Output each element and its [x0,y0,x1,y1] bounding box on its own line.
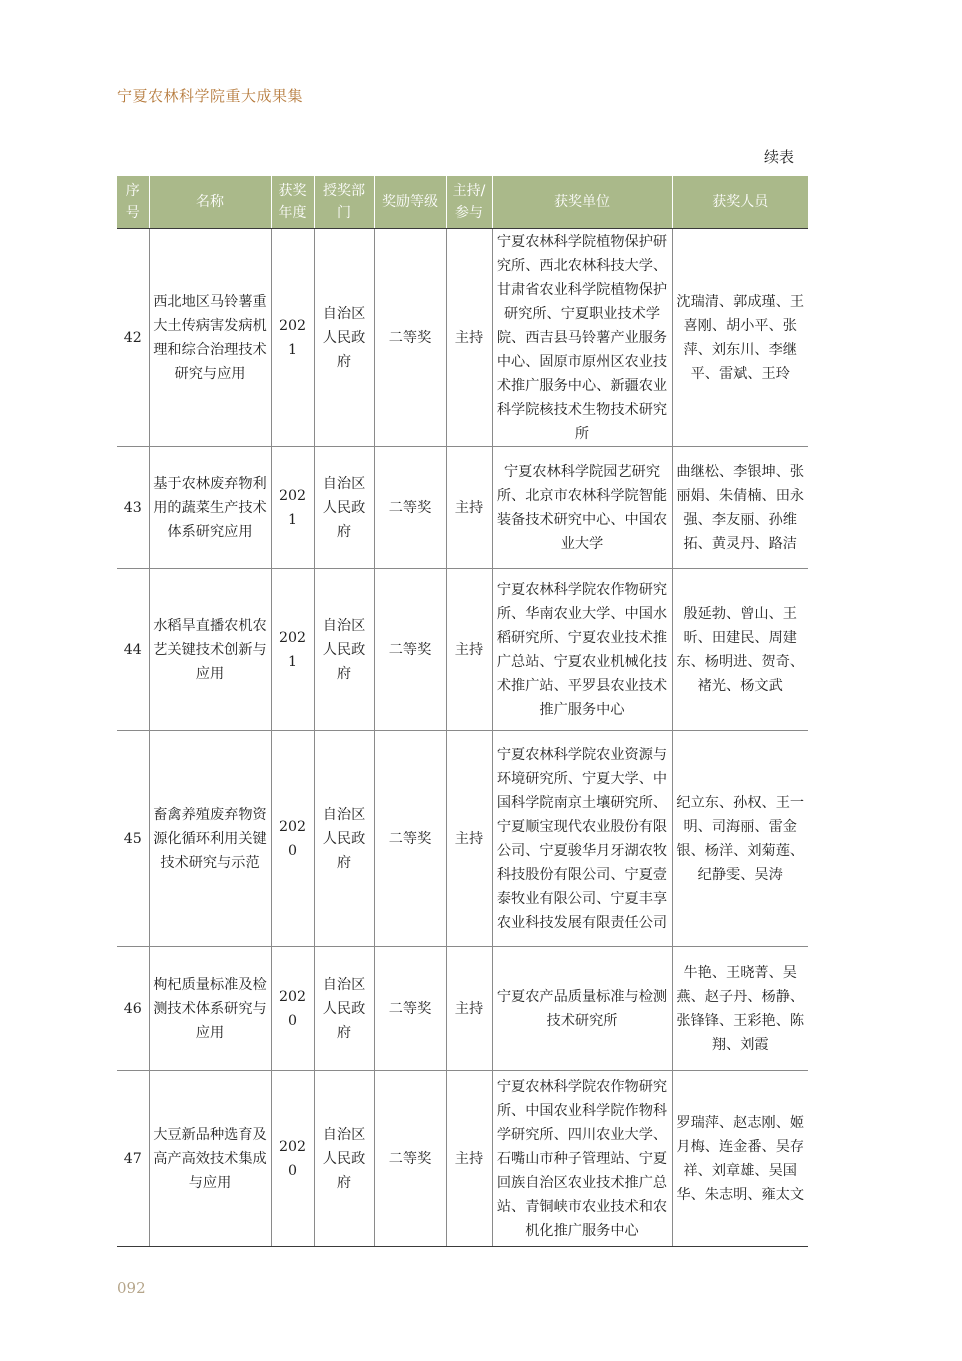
row-number: 45 [117,731,149,947]
column-header: 获奖年度 [271,176,314,229]
project-name: 水稻旱直播农机农艺关键技术创新与应用 [149,569,271,731]
award-people: 曲继松、李银坤、张丽娟、朱倩楠、田永强、李友丽、孙维拓、黄灵丹、路洁 [672,447,808,569]
award-year: 2020 [271,731,314,947]
table-header-row [117,176,808,229]
award-level: 二等奖 [374,731,446,947]
awarding-department: 自治区人民政府 [314,731,374,947]
page-number: 092 [117,1279,146,1297]
row-number: 42 [117,229,149,447]
awarding-department: 自治区人民政府 [314,1071,374,1247]
award-level: 二等奖 [374,229,446,447]
award-units: 宁夏农林科学院园艺研究所、北京市农林科学院智能装备技术研究中心、中国农业大学 [492,447,672,569]
column-header: 序号 [117,176,149,229]
award-people: 沈瑞清、郭成瑾、王喜刚、胡小平、张萍、刘东川、李继平、雷斌、王玲 [672,229,808,447]
table-row [117,447,808,569]
award-level: 二等奖 [374,447,446,569]
participation-role: 主持 [446,569,492,731]
award-level: 二等奖 [374,1071,446,1247]
award-units: 宁夏农产品质量标准与检测技术研究所 [492,947,672,1071]
project-name: 基于农林废弃物利用的蔬菜生产技术体系研究应用 [149,447,271,569]
project-name: 枸杞质量标准及检测技术体系研究与应用 [149,947,271,1071]
column-header: 获奖人员 [672,176,808,229]
award-year: 2020 [271,947,314,1071]
award-year: 2021 [271,569,314,731]
award-year: 2021 [271,229,314,447]
row-number: 46 [117,947,149,1071]
awarding-department: 自治区人民政府 [314,569,374,731]
awarding-department: 自治区人民政府 [314,447,374,569]
column-header: 获奖单位 [492,176,672,229]
award-units: 宁夏农林科学院植物保护研究所、西北农林科技大学、甘肃省农业科学院植物保护研究所、宁夏职业技术学院、西吉县马铃薯产业服务中心、固原市原州区农业技术推广服务中心、新疆农业科学院核技术生物技术研究所 [492,229,672,447]
row-number: 47 [117,1071,149,1247]
award-year: 2020 [271,1071,314,1247]
award-year: 2021 [271,447,314,569]
row-number: 44 [117,569,149,731]
project-name: 大豆新品种选育及高产高效技术集成与应用 [149,1071,271,1247]
awarding-department: 自治区人民政府 [314,947,374,1071]
column-header: 名称 [149,176,271,229]
participation-role: 主持 [446,1071,492,1247]
award-units: 宁夏农林科学院农作物研究所、中国农业科学院作物科学研究所、四川农业大学、石嘴山市种子管理站、宁夏回族自治区农业技术推广总站、青铜峡市农业技术和农机化推广服务中心 [492,1071,672,1247]
table-row [117,569,808,731]
project-name: 畜禽养殖废弃物资源化循环利用关键技术研究与示范 [149,731,271,947]
row-number: 43 [117,447,149,569]
project-name: 西北地区马铃薯重大土传病害发病机理和综合治理技术研究与应用 [149,229,271,447]
award-units: 宁夏农林科学院农业资源与环境研究所、宁夏大学、中国科学院南京土壤研究所、宁夏顺宝现代农业股份有限公司、宁夏骏华月牙湖农牧科技股份有限公司、宁夏壹泰牧业有限公司、宁夏丰享农业科技发展有限责任公司 [492,731,672,947]
award-people: 牛艳、王晓菁、吴燕、赵子丹、杨静、张锋锋、王彩艳、陈翔、刘霞 [672,947,808,1071]
award-level: 二等奖 [374,569,446,731]
running-head: 宁夏农林科学院重大成果集 [117,87,304,105]
table-row [117,229,808,447]
award-units: 宁夏农林科学院农作物研究所、华南农业大学、中国水稻研究所、宁夏农业技术推广总站、宁夏农业机械化技术推广站、平罗县农业技术推广服务中心 [492,569,672,731]
awarding-department: 自治区人民政府 [314,229,374,447]
continued-label: 续表 [763,148,794,166]
participation-role: 主持 [446,229,492,447]
column-header: 主持/参与 [446,176,492,229]
award-people: 殷延勃、曾山、王昕、田建民、周建东、杨明进、贺奇、褚光、杨文武 [672,569,808,731]
award-level: 二等奖 [374,947,446,1071]
participation-role: 主持 [446,947,492,1071]
table-row [117,731,808,947]
awards-table [117,176,808,1247]
participation-role: 主持 [446,447,492,569]
participation-role: 主持 [446,731,492,947]
table-row [117,947,808,1071]
award-people: 罗瑞萍、赵志刚、姬月梅、连金番、吴存祥、刘章雄、吴国华、朱志明、雍太文 [672,1071,808,1247]
award-people: 纪立东、孙权、王一明、司海丽、雷金银、杨洋、刘菊莲、纪静雯、吴涛 [672,731,808,947]
column-header: 奖励等级 [374,176,446,229]
column-header: 授奖部门 [314,176,374,229]
table-row [117,1071,808,1247]
